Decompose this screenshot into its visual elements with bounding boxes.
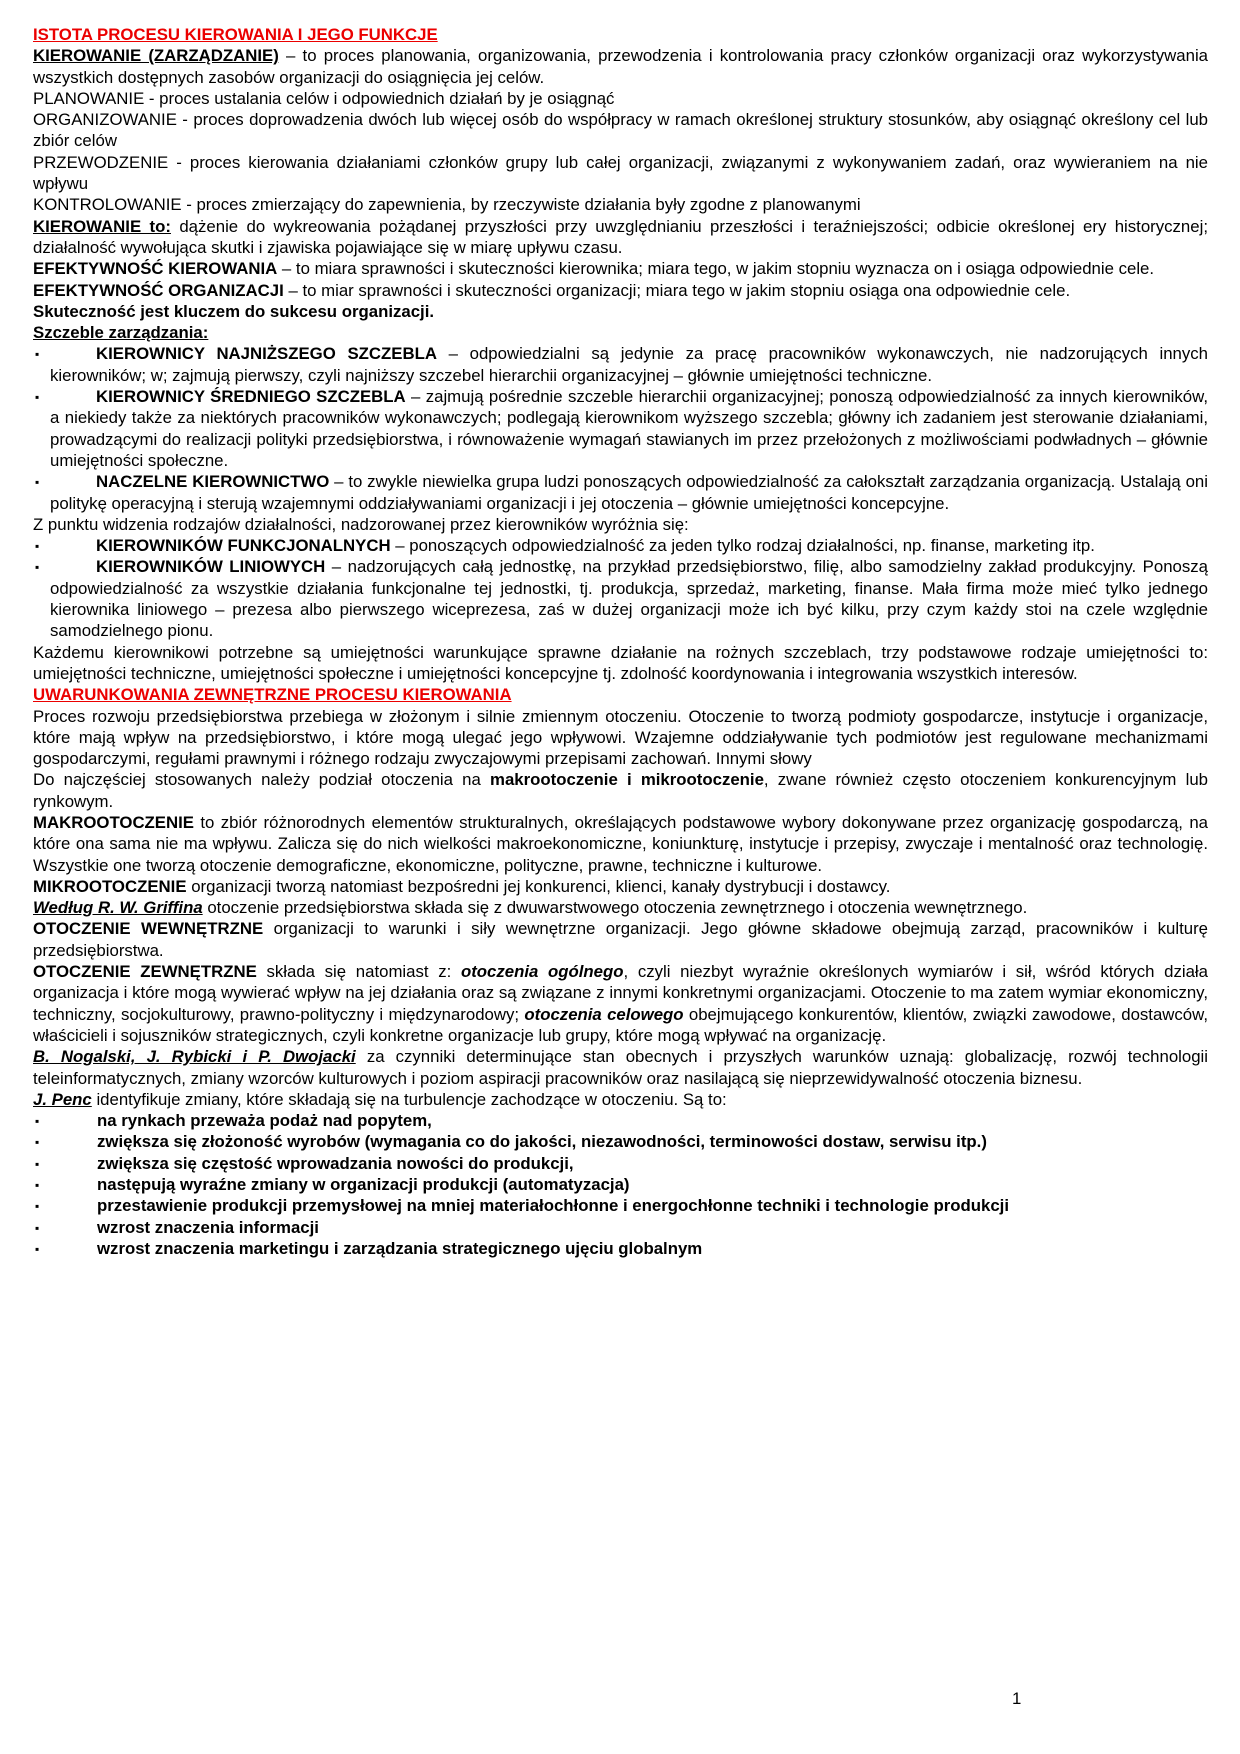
term-makro-mikro: makrootoczenie i mikrootoczenie [490,770,764,790]
bullet-zmiany-organizacji-produkcji [33,1174,1208,1195]
para-proces-rozwoju: Proces rozwoju przedsiębiorstwa przebiega w złożonym i silnie zmiennym otoczeniu. Otoczenie to tworzą podmioty gospodarcze, instytucje i organizacje, które mają wpływ na przedsiębiorstwo, i które mogą ulegać jego wpływowi. Wzajemne oddziaływanie tych podmiotów jest regulowane mechanizmami gospodarczymi, regułami prawnymi i różnego rodzaju zwyczajowymi przepisami zachowań. Innymi słowy [33,706,1208,769]
text-run: następują wyraźne zmiany w organizacji produkcji (automatyzacja) [97,1175,630,1195]
bullet-znaczenie-marketingu [33,1238,1208,1259]
para-planowanie: PLANOWANIE - proces ustalania celów i odpowiednich działań by je osiągnąć [33,88,615,108]
para-skutecznosc: Skuteczność jest kluczem do sukcesu organizacji. [33,301,435,321]
text-run: składa się natomiast z: [256,962,461,982]
bullet-icon: ▪ [35,1241,40,1256]
para-z-punktu-widzenia: Z punktu widzenia rodzajów działalności, nadzorowanej przez kierowników wyróżnia się: [33,514,689,534]
doc-title: ISTOTA PROCESU KIEROWANIA I JEGO FUNKCJE [33,25,438,44]
page-number: 1 [1012,1689,1022,1708]
bullet-kierownicy-sredniego [33,386,1208,471]
bullet-icon: ▪ [35,1178,40,1193]
para-kierowanie-def [33,45,1208,88]
text-run: wzrost znaczenia marketingu i zarządzania strategicznego ujęciu globalnym [97,1238,703,1258]
bullet-znaczenie-informacji [33,1217,1208,1238]
text-run: organizacji to warunki i siły wewnętrzne organizacji. Jego główne składowe obejmują zarząd, pracowników i kulturę przedsiębiorstwa. [33,919,1208,960]
para-makrootoczenie [33,812,1208,876]
bullet-icon: ▪ [35,347,40,362]
bullet-kierownicy-najnizszego [33,343,1208,386]
para-penc [33,1089,1208,1110]
text-run: Do najczęściej stosowanych należy podział otoczenia na [33,770,491,790]
bullet-naczelne-kierownictwo [33,471,1208,514]
text-run: obejmującego konkurentów, klientów, związki zawodowe, dostawców, właścicieli i sojuszników strategicznych, czyli konkretne organizacje lub grupy, które mogą wpływać na organizację. [33,1004,1208,1045]
term: KIEROWNICY ŚREDNIEGO SZCZEBLA [96,387,406,407]
text-run: – to miar sprawności i skuteczności organizacji; miara tego w jakim stopniu osiąga ona odpowiednie cele. [283,280,1071,300]
author-nogalski-rybicki-dwojacki: B. Nogalski, J. Rybicki i P. Dwojacki [33,1047,356,1067]
bullet-icon: ▪ [35,1135,40,1150]
text-run: dążenie do wykreowania pożądanej przyszłości przy uwzględnianiu przeszłości i teraźniejszości; odbicie określonej ery historycznej; działalność wywołująca skutki i zjawiska pojawiające się w miarę upływu czasu. [33,216,1208,257]
para-nogalski [33,1046,1208,1089]
text-run: – odpowiedzialni są jedynie za pracę pracowników wykonawczych, nie nadzorujących innych kierowników; w; zajmują pierwszy, czyli najniższy szczebel hierarchii organizacyjnej – głównie umiejętności techniczne. [50,344,1208,385]
bullet-icon: ▪ [35,1156,40,1171]
para-griffin [33,897,1208,918]
para-efektywnosc-organizacji [33,280,1208,301]
text-run: – to miara sprawności i skuteczności kierownika; miara tego, w jakim stopniu wyznacza on i osiąga odpowiednie cele. [277,259,1155,279]
text-run: wzrost znaczenia informacji [97,1217,319,1237]
term: NACZELNE KIEROWNICTWO [96,472,330,492]
term-efektywnosc-kierowania: EFEKTYWNOŚĆ KIEROWANIA [33,259,278,279]
bullet-icon: ▪ [35,560,40,575]
term-otoczenie-zewnetrzne: OTOCZENIE ZEWNĘTRZNE [33,962,257,982]
para-otoczenie-wewnetrzne [33,918,1208,961]
para-mikrootoczenie [33,876,1208,897]
bullet-icon: ▪ [35,1114,40,1129]
bullet-icon: ▪ [35,475,40,490]
text-run: zwiększa się złożoność wyrobów (wymagania co do jakości, niezawodności, terminowości dostaw, serwisu itp.) [97,1132,987,1152]
term: KIEROWNIKÓW LINIOWYCH [96,557,326,577]
text-run: , czyli niezbyt wyraźnie określonych wymiarów i sił, wśród których działa organizacja i które mogą wywierać wpływ na jej działania oraz są związane z innymi konkretnymi organizacjami. Otoczenie to ma zatem wymiar ekonomiczny, techniczny, socjokulturowy, prawno-polityczny i międzynarodowy; [33,962,1208,1024]
term: KIEROWNICY NAJNIŻSZEGO SZCZEBLA [96,344,437,364]
bullet-icon: ▪ [35,1220,40,1235]
term-kierowanie: KIEROWANIE (ZARZĄDZANIE) [33,46,279,66]
term-otoczenie-celowe: otoczenia celowego [524,1004,684,1024]
term: KIEROWNIKÓW FUNKCJONALNYCH [96,536,391,556]
para-organizowanie: ORGANIZOWANIE - proces doprowadzenia dwóch lub więcej osób do współpracy w ramach określonej struktury stosunków, aby osiągnąć określony cel lub zbiór celów [33,110,1208,151]
author-griffin: Według R. W. Griffina [33,898,203,918]
para-przewodzenie: PRZEWODZENIE - proces kierowania działaniami członków grupy lub całej organizacji, związanymi z wykonywaniem zadań, oraz wywieraniem na nie wpływu [33,152,1208,194]
term-makrootoczenie: MAKROOTOCZENIE [33,812,194,832]
bullet-zlozonosc-wyrobow [33,1131,1208,1152]
author-penc: J. Penc [33,1089,92,1109]
para-kazdemu-kierownikowi: Każdemu kierownikowi potrzebne są umiejętności warunkujące sprawne działanie na rożnych szczeblach, trzy podstawowe rodzaje umiejętności to: umiejętności techniczne, umiejętności społeczne i umiejętności koncepcyjne tj. zdolność koordynowania i integrowania wszystkich interesów. [33,642,1208,683]
heading-uwarunkowania: UWARUNKOWANIA ZEWNĘTRZNE PROCESU KIEROWANIA [33,685,512,705]
term-efektywnosc-organizacji: EFEKTYWNOŚĆ ORGANIZACJI [33,280,284,300]
text-run: identyfikuje zmiany, które składają się na turbulencje zachodzące w otoczeniu. Są to: [91,1089,727,1109]
text-run: to zbiór różnorodnych elementów strukturalnych, określających podstawowe wybory dokonywane przez organizację gospodarczą, na które ona sama nie ma wpływu. Zalicza się do nich wielkości makroekonomiczne, koniunkturę, instytucje i przepisy, zwyczaje i mentalność oraz technologię. Wszystkie one tworzą otoczenie demograficzne, ekonomiczne, polityczne, prawne, techniczne i kulturowe. [33,812,1208,875]
term-mikrootoczenie: MIKROOTOCZENIE [33,876,187,896]
bullet-icon: ▪ [35,539,40,554]
text-run: – nadzorujących całą jednostkę, na przykład przedsiębiorstwo, filię, albo samodzielny zakład produkcyjny. Ponoszą odpowiedzialność za wszystkie działania funkcjonalne tej jednostki, tj. produkcja, sprzedaż, marketing, finanse. Mała firma może mieć tylko jednego kierownika liniowego – prezesa albo pierwszego wiceprezesa, zaś w dużej organizacji może ich być kilku, przy czym każdy stoi na czele względnie samodzielnego pionu. [50,557,1208,641]
turbulence-list [33,1110,1208,1259]
bullet-przestawienie-produkcji [33,1195,1208,1216]
bullet-podaz [33,1110,1208,1131]
term-kierowanie-to: KIEROWANIE to: [33,216,171,236]
text-run: – to proces planowania, organizowania, przewodzenia i kontrolowania pracy członków organizacji oraz wykorzystywania wszystkich dostępnych zasobów organizacji do osiągnięcia jej celów. [33,46,1209,87]
text-run: przestawienie produkcji przemysłowej na mniej materiałochłonne i energochłonne techniki i technologie produkcji [97,1196,1009,1216]
term-otoczenie-ogolne: otoczenia ogólnego [460,962,624,982]
para-kierowanie-to [33,216,1208,259]
text-run: otoczenie przedsiębiorstwa składa się z dwuwarstwowego otoczenia zewnętrznego i otoczenia wewnętrznego. [202,898,1028,918]
text-run: – zajmują pośrednie szczeble hierarchii organizacyjnej; ponoszą odpowiedzialność za innych kierowników, a niekiedy także za niektórych pracowników wykonawczych; podlegają kierownikom wyższego szczebla; główny ich zadaniem jest sterowanie działaniami, prowadzącymi do realizacji polityki przedsiębiorstwa, i równoważenie wymagań stawianych im przez przełożonych z możliwościami podwładnych – głównie umiejętności społeczne. [50,387,1208,470]
text-run: za czynniki determinujące stan obecnych i przyszłych warunków uznają: globalizację, rozwój technologii teleinformatycznych, zmiany wzorców kulturowych i poziom aspiracji pracowników oraz nasilającą się nieprzewidywalność otoczenia biznesu. [33,1047,1208,1088]
para-otoczenie-zewnetrzne [33,961,1208,1046]
bullet-kierownicy-liniowi [33,556,1208,641]
management-levels-list [33,343,1208,513]
para-podzial-otoczenia [33,769,1208,812]
bullet-czestosc-nowosci [33,1153,1208,1174]
para-kontrolowanie: KONTROLOWANIE - proces zmierzający do zapewnienia, by rzeczywiste działania były zgodne z planowanymi [33,195,861,215]
heading-szczeble: Szczeble zarządzania: [33,323,209,343]
text-run: – ponoszących odpowiedzialność za jeden tylko rodzaj działalności, np. finanse, marketing itp. [390,536,1095,556]
text-run: zwiększa się częstość wprowadzania nowości do produkcji, [97,1153,574,1173]
text-run: na rynkach przeważa podaż nad popytem, [97,1111,432,1131]
bullet-kierownicy-funkcjonalni [33,535,1208,556]
term-otoczenie-wewnetrzne: OTOCZENIE WEWNĘTRZNE [33,919,264,939]
bullet-icon: ▪ [35,1199,40,1214]
para-efektywnosc-kierowania [33,258,1208,279]
manager-types-list [33,535,1208,641]
text-run: – to zwykle niewielka grupa ludzi ponoszących odpowiedzialność za całokształt zarządzania organizacją. Ustalają oni politykę operacyjną i sterują wzajemnymi oddziaływaniami organizacji i jej otoczenia – głównie umiejętności koncepcyjne. [50,472,1208,513]
text-run: organizacji tworzą natomiast bezpośredni jej konkurenci, klienci, kanały dystrybucji i dostawcy. [186,876,891,896]
text-run: , zwane również często otoczeniem konkurencyjnym lub rynkowym. [33,770,1208,811]
bullet-icon: ▪ [35,390,40,405]
